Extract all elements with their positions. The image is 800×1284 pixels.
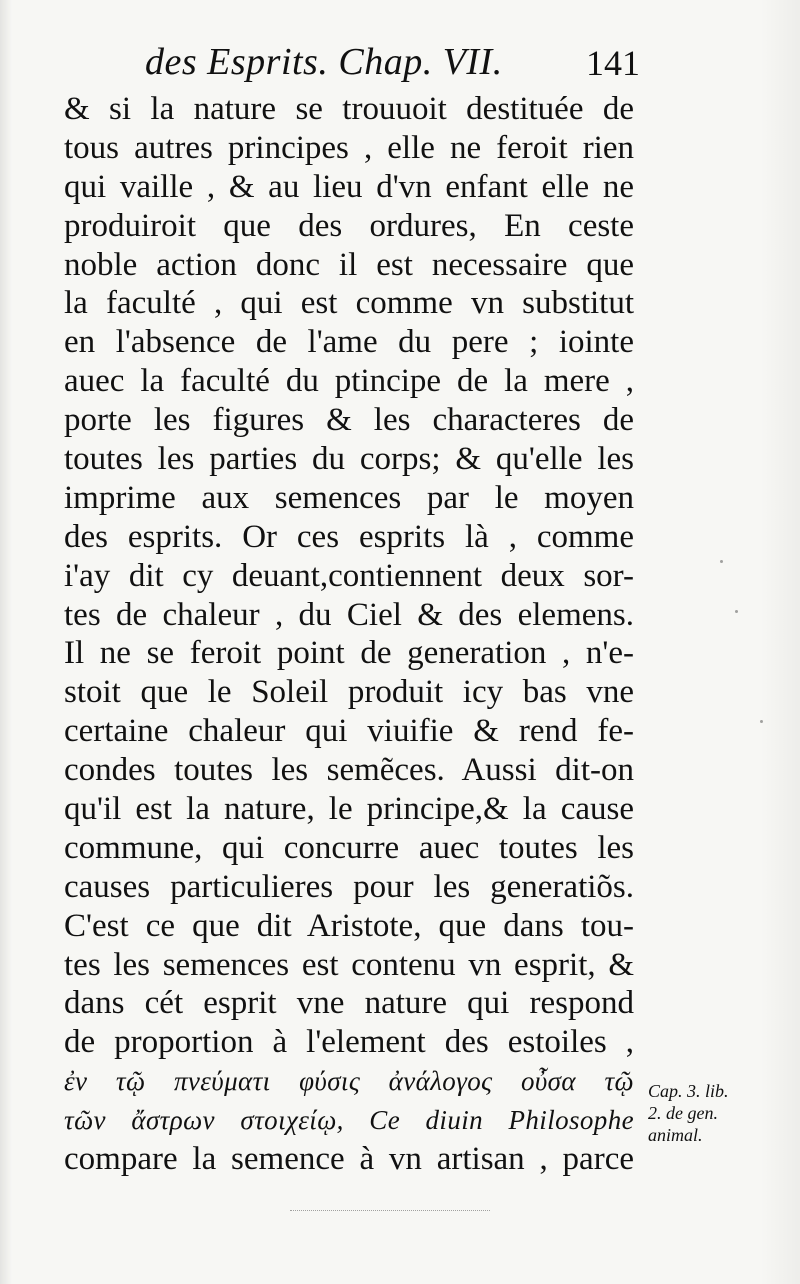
text-line-18: condes toutes les semẽces. Aussi dit-on	[64, 752, 634, 789]
text-line-9: porte les figures & les characteres de	[64, 402, 634, 439]
text-line-21: causes particulieres pour les generatiõs.	[64, 868, 634, 905]
text-line-15: Il ne se feroit point de generation , n'e-	[64, 635, 634, 672]
text-line-14: tes de chaleur , du Ciel & des elemens.	[64, 596, 634, 633]
paper-speck	[735, 610, 738, 613]
text-line-28: compare la semence à vn artisan , parce	[64, 1141, 634, 1178]
text-line-16: stoit que le Soleil produit icy bas vne	[64, 674, 634, 711]
text-line-6: la faculté , qui est comme vn substitut	[64, 285, 634, 322]
greek-quote-line-2: τῶν ἄστρων στοιχείῳ, Ce diuin Philosophe	[64, 1105, 634, 1136]
text-line-23: tes les semences est contenu vn esprit, &	[64, 946, 634, 983]
text-line-4: produiroit que des ordures, En ceste	[64, 207, 634, 244]
text-line-1: & si la nature se trouuoit destituée de	[64, 91, 634, 127]
paper-speck	[760, 720, 763, 723]
margin-note-line-1: Cap. 3. lib.	[648, 1081, 729, 1101]
text-line-24: dans cét esprit vne nature qui respond	[64, 985, 634, 1022]
text-line-12: des esprits. Or ces esprits là , comme	[64, 518, 634, 555]
body-text	[64, 90, 634, 1179]
text-line-22: C'est ce que dit Aristote, que dans tou-	[64, 907, 634, 944]
text-line-19: qu'il est la nature, le principe,& la cause	[64, 791, 634, 828]
page-header	[145, 40, 640, 90]
text-line-13: i'ay dit cy deuant,contiennent deux sor-	[64, 557, 634, 594]
margin-note-line-3: animal.	[648, 1125, 703, 1145]
margin-note-line-2: 2. de gen.	[648, 1103, 718, 1123]
greek-quote-line-1: ἐν τῷ πνεύματι φύσις ἀνάλογος οὖσα τῷ	[64, 1066, 634, 1097]
running-head: des Esprits. Chap. VII.	[145, 41, 503, 83]
bottom-rule-mark	[290, 1210, 490, 1217]
text-line-20: commune, qui concurre auec toutes les	[64, 829, 634, 866]
page-edge-shadow	[0, 0, 12, 1284]
text-line-8: auec la faculté du ptincipe de la mere ,	[64, 363, 634, 400]
page-number: 141	[586, 43, 640, 83]
text-line-11: imprime aux semences par le moyen	[64, 479, 634, 516]
text-line-25: de proportion à l'element des estoiles ,	[64, 1024, 634, 1061]
text-line-7: en l'absence de l'ame du pere ; iointe	[64, 324, 634, 361]
text-line-17: certaine chaleur qui viuifie & rend fe-	[64, 713, 634, 750]
text-line-5: noble action donc il est necessaire que	[64, 246, 634, 283]
text-line-3: qui vaille , & au lieu d'vn enfant elle ne	[64, 168, 634, 205]
text-line-2: tous autres principes , elle ne feroit rien	[64, 129, 634, 166]
paper-speck	[720, 560, 723, 563]
margin-note	[648, 1080, 768, 1146]
text-line-10: toutes les parties du corps; & qu'elle les	[64, 441, 634, 478]
